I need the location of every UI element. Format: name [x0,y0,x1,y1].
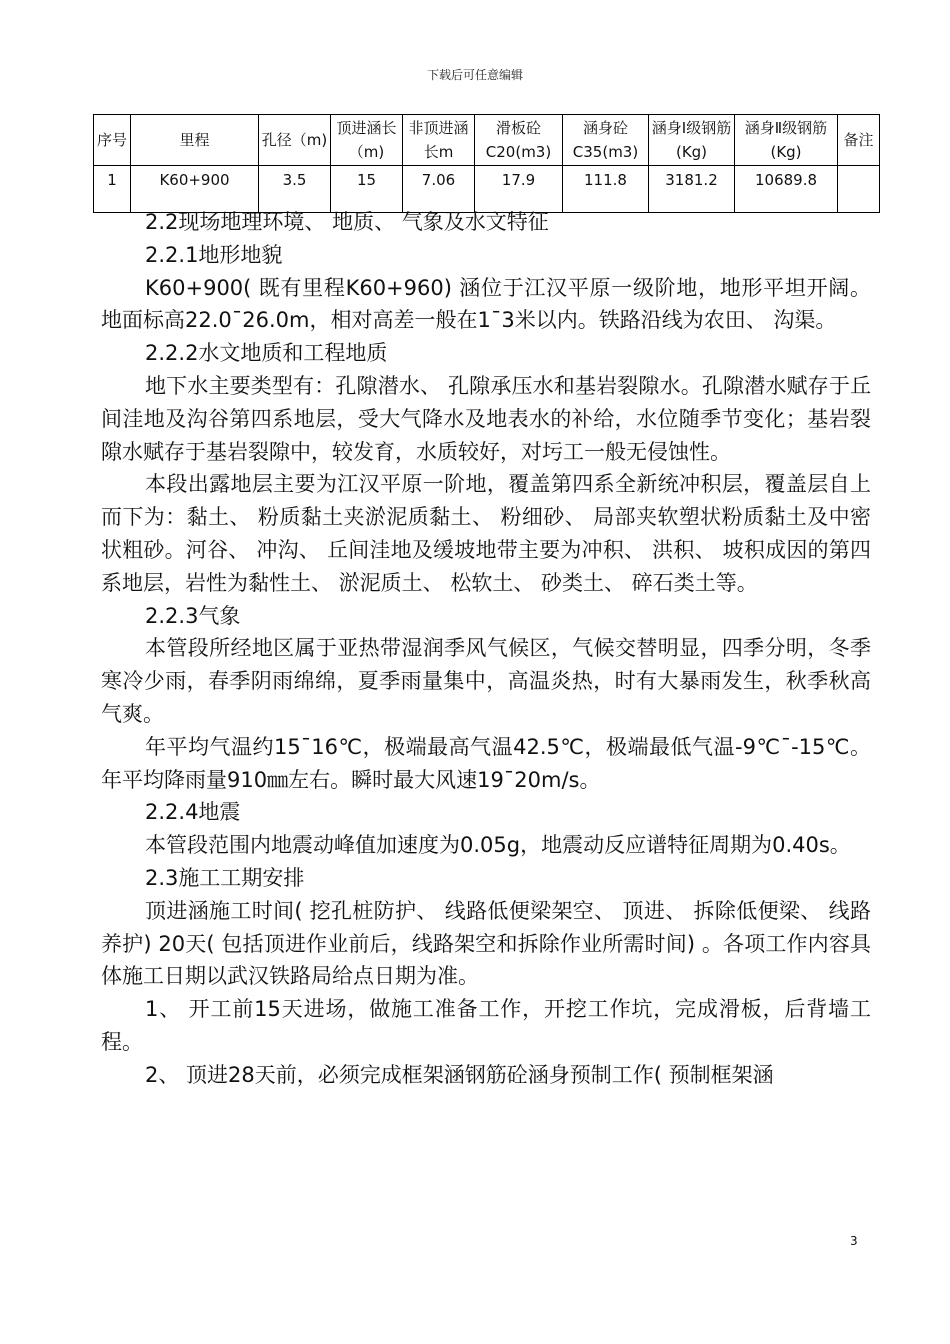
section-heading: 2.2.4地震 [145,800,241,825]
table-cell: 17.9 [475,166,563,213]
table-cell: 10689.8 [735,166,838,213]
body-paragraph: 本管段所经地区属于亚热带湿润季风气候区，气候交替明显，四季分明，冬季寒冷少雨，春季阴雨绵绵，夏季雨量集中，高温炎热，时有大暴雨发生，秋季秋高气爽。 [101,636,871,726]
body-paragraph: 2、 顶进28天前，必须完成框架涵钢筋砼涵身预制工作( 预制框架涵 [145,1062,774,1087]
table-cell: 111.8 [563,166,649,213]
table-cell: 1 [94,166,131,213]
table-header-cell: 里程 [131,115,259,166]
table-header-cell: 涵身Ⅰ级钢筋(Kg) [649,115,735,166]
body-paragraph: 本段出露地层主要为江汉平原一阶地，覆盖第四系全新统冲积层，覆盖层自上而下为：黏土、 粉质黏土夹淤泥质黏土、 粉细砂、 局部夹软塑状粉质黏土及中密状粗砂。河谷、 冲沟、 丘间洼地及缓坡地带主要为冲积、 洪积、 坡积成因的第四系地层，岩性为黏性土、 淤泥质土、 松软土、 砂类土、 碎石类土等。 [101,472,871,595]
body-paragraph: 1、 开工前15天进场，做施工准备工作，开挖工作坑，完成滑板，后背墙工程。 [101,997,871,1054]
table-cell: 3.5 [259,166,331,213]
table-header-cell: 滑板砼C20(m3) [475,115,563,166]
section-heading: 2.3施工工期安排 [145,865,305,890]
table-header-row [94,115,880,166]
section-heading: 2.2.1地形地貌 [145,242,283,267]
table-header-cell: 备注 [838,115,880,166]
section-heading: 2.2现场地理环境、 地质、 气象及水文特征 [145,210,549,234]
table-cell: 7.06 [403,166,475,213]
body-paragraph: 本管段范围内地震动峰值加速度为0.05g，地震动反应谱特征周期为0.40s。 [145,833,851,858]
table-header-cell: 序号 [94,115,131,166]
page-header: 下载后可任意编辑 [426,68,523,82]
document-body [101,206,871,1092]
table-cell: 15 [331,166,403,213]
table-header-cell: 涵身砼C35(m3) [563,115,649,166]
section-heading: 2.2.3气象 [145,603,241,628]
table-cell: K60+900 [131,166,259,213]
body-paragraph: 地下水主要类型有：孔隙潜水、 孔隙承压水和基岩裂隙水。孔隙潜水赋存于丘间洼地及沟谷第四系地层，受大气降水及地表水的补给，水位随季节变化；基岩裂隙水赋存于基岩裂隙中，较发育，水质较好，对圬工一般无侵蚀性。 [101,373,871,464]
table-header-cell: 非顶进涵长m [403,115,475,166]
table-cell: 3181.2 [649,166,735,213]
table-header-cell: 顶进涵长（m) [331,115,403,166]
page-number: 3 [850,1234,858,1248]
table-header-cell: 孔径（m) [259,115,331,166]
culvert-spec-table [93,114,880,213]
section-heading: 2.2.2水文地质和工程地质 [145,341,388,366]
body-paragraph: 年平均气温约15¯16℃，极端最高气温42.5℃，极端最低气温-9℃¯-15℃。年平均降雨量910㎜左右。瞬时最大风速19¯20m/s。 [101,734,871,792]
table-header-cell: 涵身Ⅱ级钢筋(Kg) [735,115,838,166]
body-paragraph: 顶进涵施工时间( 挖孔桩防护、 线路低便梁架空、 顶进、 拆除低便梁、 线路养护) 20天( 包括顶进作业前后，线路架空和拆除作业所需时间) 。各项工作内容具体施工日期以武汉铁路局给点日期为准。 [101,898,871,989]
body-paragraph: K60+900( 既有里程K60+960) 涵位于江汉平原一级阶地，地形平坦开阔。地面标高22.0¯26.0m，相对高差一般在1¯3米以内。铁路沿线为农田、 沟渠。 [101,275,871,333]
